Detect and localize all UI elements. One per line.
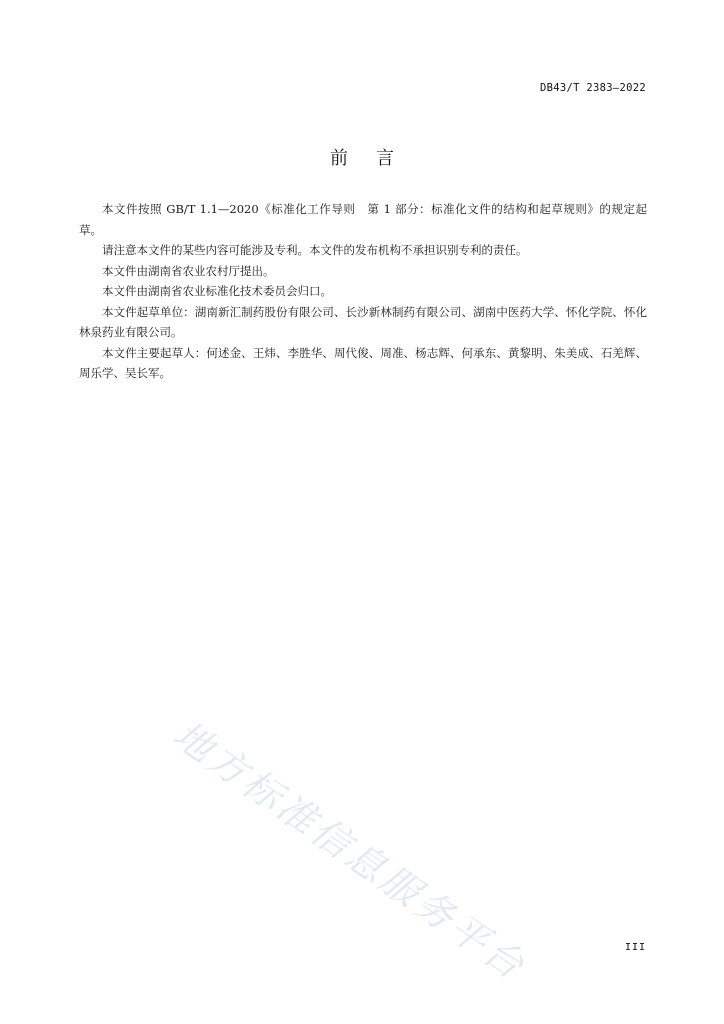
page-title-char-1: 前 [330,148,348,169]
paragraph-proposer: 本文件由湖南省农业农村厅提出。 [102,263,275,278]
paragraph-centralized-unit: 本文件由湖南省农业标准化技术委员会归口。 [102,284,332,298]
page-title [0,144,724,170]
paragraph-drafting-units: 本文件起草单位：湖南新汇制药股份有限公司、长沙新林制药有限公司、湖南中医药大学、怀化学院、怀化林泉药业有限公司。 [79,304,647,339]
page-title-char-2: 言 [376,148,394,169]
watermark: 地方标准信息服务平台 [165,712,535,990]
foreword-body [79,199,647,384]
page-number: III [624,942,646,953]
paragraph-drafting-rules: 本文件按照 GB/T 1.1—2020《标准化工作导则 第 1 部分：标准化文件的结构和起草规则》的规定起草。 [79,202,647,237]
standard-code: DB43/T 2383—2022 [540,82,646,94]
paragraph-drafters: 本文件主要起草人：何述金、王炜、李胜华、周代俊、周准、杨志辉、何承东、黄黎明、朱美成、石羌辉、周乐学、吴长军。 [79,345,647,380]
paragraph-patent-notice: 请注意本文件的某些内容可能涉及专利。本文件的发布机构不承担识别专利的责任。 [102,243,528,257]
